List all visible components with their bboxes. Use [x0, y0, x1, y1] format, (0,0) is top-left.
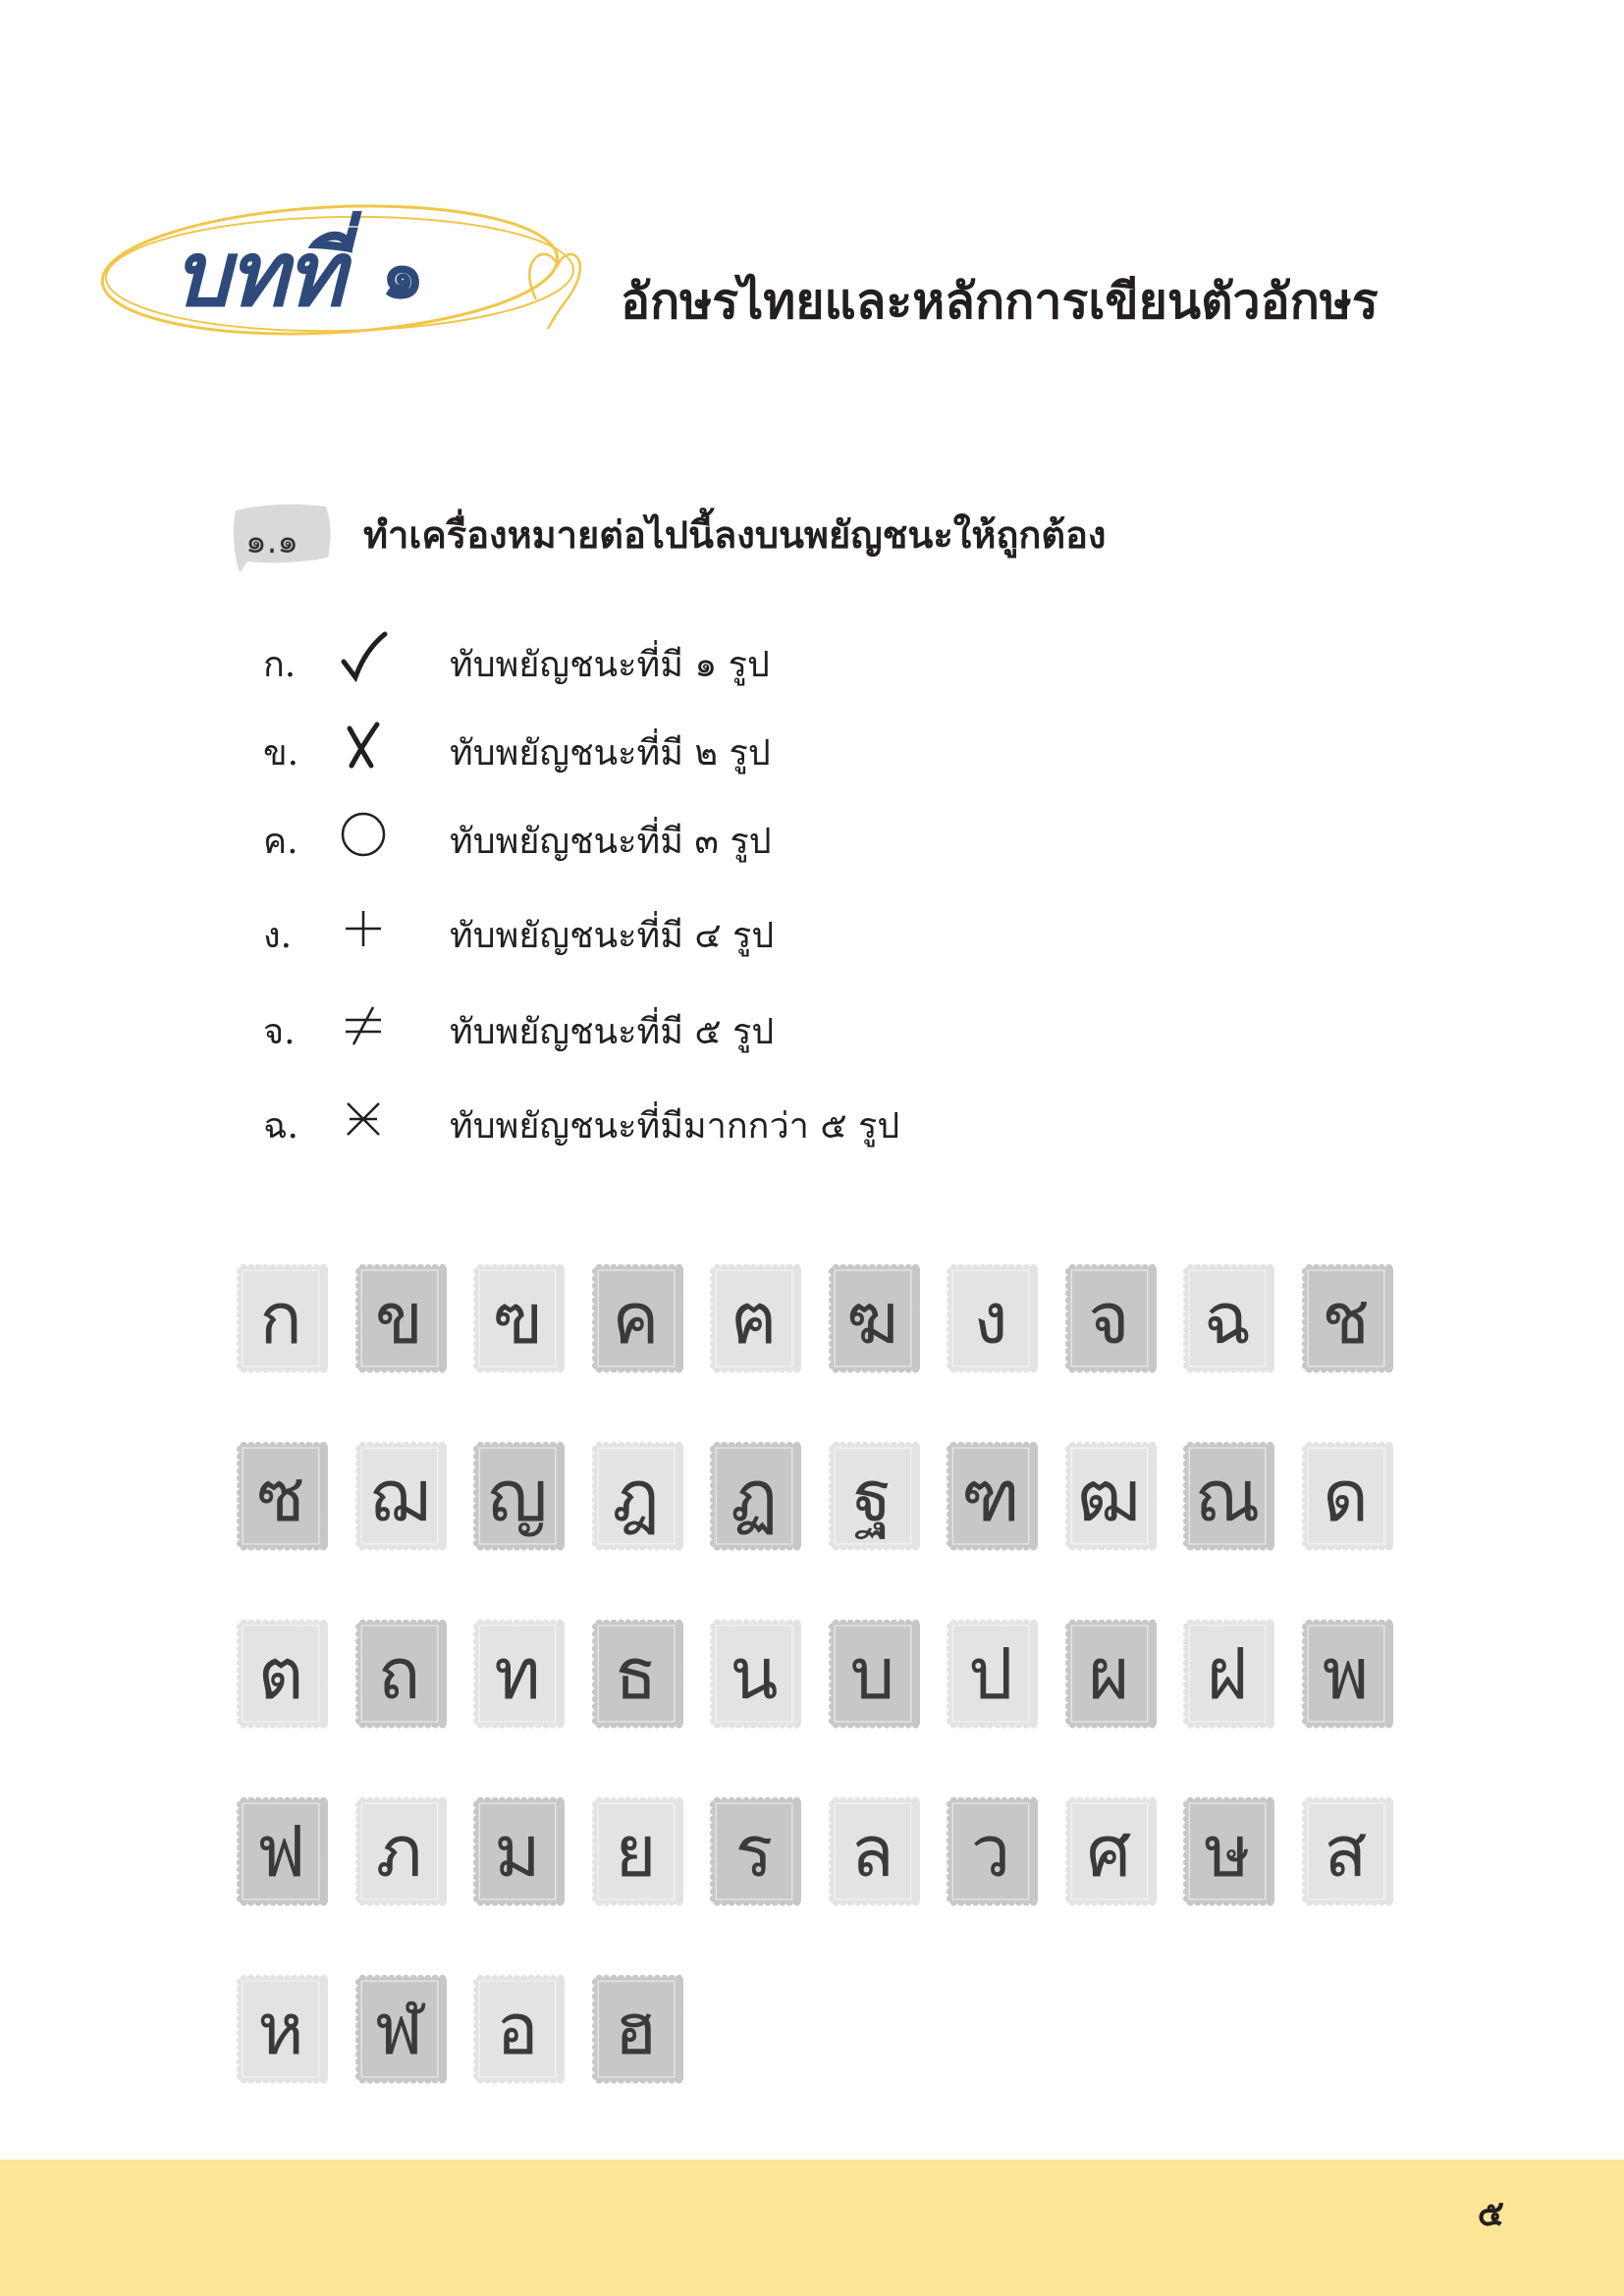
- consonant-stamp: [470, 1616, 565, 1732]
- consonant-stamp: [352, 1260, 447, 1376]
- consonant-letter: ฉ: [1203, 1277, 1252, 1360]
- consonant-stamp: [1299, 1260, 1393, 1376]
- consonant-stamp: [352, 1971, 447, 2087]
- consonant-letter: ศ: [1086, 1810, 1132, 1893]
- consonant-stamp: [234, 1438, 328, 1554]
- consonant-stamp: [1299, 1616, 1393, 1732]
- consonant-stamp: [707, 1438, 801, 1554]
- consonant-letter: ง: [973, 1277, 1008, 1360]
- not-equal-icon: [334, 995, 393, 1054]
- consonant-letter: ด: [1323, 1455, 1369, 1537]
- consonant-letter: น: [730, 1632, 779, 1715]
- plus-icon: [334, 899, 393, 958]
- consonant-stamp: [707, 1793, 801, 1909]
- consonant-stamp: [944, 1438, 1038, 1554]
- consonant-stamp: [1180, 1260, 1274, 1376]
- consonant-stamp: [589, 1438, 683, 1554]
- consonant-stamp: [944, 1616, 1038, 1732]
- instruction-text: ทับพยัญชนะที่มี ๕ รูป: [450, 1012, 775, 1052]
- consonant-letter: ห: [257, 1988, 304, 2070]
- consonant-letter: ฒ: [1076, 1455, 1142, 1537]
- consonant-stamp: [1299, 1793, 1393, 1909]
- consonant-letter: ฅ: [730, 1277, 779, 1360]
- consonant-letter: ช: [1322, 1277, 1370, 1360]
- instruction-text: ทับพยัญชนะที่มี ๓ รูป: [450, 822, 772, 862]
- consonant-stamp: [1299, 1438, 1393, 1554]
- consonant-letter: ฮ: [614, 1988, 658, 2070]
- consonant-letter: ฌ: [368, 1455, 430, 1537]
- consonant-letter: ม: [494, 1810, 541, 1893]
- consonant-stamp: [826, 1438, 920, 1554]
- consonant-letter: ฝ: [1206, 1632, 1249, 1715]
- consonant-stamp: [1062, 1616, 1157, 1732]
- consonant-stamp: [1062, 1438, 1157, 1554]
- consonant-letter: ป: [968, 1632, 1013, 1715]
- instruction-label: จ.: [263, 1012, 296, 1052]
- consonant-stamp: [707, 1616, 801, 1732]
- cross-icon: [334, 717, 393, 775]
- consonant-stamp: [1180, 1616, 1274, 1732]
- instruction-row: [263, 805, 1147, 864]
- consonant-letter: ร: [734, 1810, 774, 1893]
- chapter-number: ๑: [381, 234, 425, 314]
- consonant-stamp: [352, 1616, 447, 1732]
- consonant-letter: ล: [850, 1810, 894, 1893]
- consonant-letter: ญ: [487, 1455, 548, 1537]
- instruction-row: [263, 995, 1147, 1054]
- footer-band: [0, 2160, 1624, 2296]
- consonant-letter: ถ: [377, 1632, 421, 1715]
- consonant-letter: ผ: [1088, 1632, 1130, 1715]
- consonant-letter: ฐ: [852, 1455, 893, 1537]
- instruction-label: ข.: [263, 733, 299, 774]
- consonant-letter: ว: [970, 1810, 1011, 1893]
- check-icon: [334, 628, 393, 687]
- section-title: ทำเครื่องหมายต่อไปนี้ลงบนพยัญชนะให้ถูกต้อง: [363, 513, 1107, 557]
- consonant-stamp: [470, 1971, 565, 2087]
- consonant-stamp: [234, 1260, 328, 1376]
- instruction-text: ทับพยัญชนะที่มี ๒ รูป: [450, 733, 771, 774]
- consonant-letter: ท: [494, 1632, 541, 1715]
- consonant-stamp: [352, 1438, 447, 1554]
- consonant-letter: ณ: [1194, 1455, 1261, 1537]
- instruction-text: ทับพยัญชนะที่มี ๑ รูป: [450, 645, 770, 685]
- consonant-stamp: [470, 1260, 565, 1376]
- consonant-stamp: [589, 1793, 683, 1909]
- consonant-letter: ษ: [1204, 1810, 1251, 1893]
- consonant-letter: ข: [374, 1277, 424, 1360]
- page-number: ๕: [1477, 2194, 1504, 2234]
- consonant-letter: ภ: [375, 1810, 423, 1893]
- instruction-label: ฉ.: [263, 1106, 298, 1147]
- consonant-stamp: [1180, 1438, 1274, 1554]
- consonant-letter: ฟ: [255, 1810, 306, 1893]
- consonant-letter: พ: [1322, 1632, 1370, 1715]
- consonant-stamp: [1180, 1793, 1274, 1909]
- consonant-stamp: [234, 1971, 328, 2087]
- consonant-stamp: [1062, 1793, 1157, 1909]
- instruction-row: [263, 628, 1147, 687]
- instruction-label: ง.: [263, 916, 293, 956]
- instruction-row: [263, 899, 1147, 958]
- chapter-word: บทที่: [173, 222, 344, 327]
- consonant-letter: ฃ: [492, 1277, 543, 1360]
- consonant-stamp: [470, 1793, 565, 1909]
- consonant-letter: ก: [259, 1277, 302, 1360]
- consonant-stamp: [589, 1260, 683, 1376]
- consonant-letter: ส: [1324, 1810, 1368, 1893]
- consonant-letter: ฬ: [374, 1988, 424, 2070]
- instruction-text: ทับพยัญชนะที่มี ๔ รูป: [450, 916, 775, 956]
- consonant-letter: อ: [496, 1988, 539, 2070]
- section-badge: [228, 501, 336, 571]
- circle-icon: [334, 805, 393, 864]
- instruction-row: [263, 1090, 1147, 1148]
- section-number: ๑.๑: [245, 522, 298, 561]
- chapter-title: อักษรไทยและหลักการเขียนตัวอักษร: [621, 273, 1379, 330]
- consonant-letter: ต: [257, 1632, 304, 1715]
- consonant-stamp: [944, 1260, 1038, 1376]
- consonant-letter: ฆ: [845, 1277, 899, 1360]
- instruction-text: ทับพยัญชนะที่มีมากกว่า ๕ รูป: [450, 1106, 900, 1147]
- asterisk-x-icon: [334, 1090, 393, 1148]
- consonant-letter: ซ: [256, 1455, 305, 1537]
- consonant-stamp: [352, 1793, 447, 1909]
- consonant-letter: ฎ: [612, 1455, 660, 1537]
- instruction-row: [263, 717, 1147, 775]
- consonant-stamp: [234, 1616, 328, 1732]
- consonant-stamp: [470, 1438, 565, 1554]
- consonant-stamp: [826, 1260, 920, 1376]
- consonant-letter: ค: [612, 1277, 660, 1360]
- consonant-letter: บ: [849, 1632, 895, 1715]
- consonant-stamp: [589, 1616, 683, 1732]
- consonant-stamp: [944, 1793, 1038, 1909]
- consonant-stamp: [589, 1971, 683, 2087]
- consonant-stamp: [707, 1260, 801, 1376]
- consonant-letter: ฑ: [961, 1455, 1020, 1537]
- chapter-badge: [94, 172, 605, 368]
- instruction-label: ก.: [263, 645, 297, 685]
- consonant-letter: จ: [1088, 1277, 1130, 1360]
- instruction-label: ค.: [263, 822, 298, 862]
- consonant-stamp: [234, 1793, 328, 1909]
- consonant-letter: ย: [615, 1810, 657, 1893]
- consonant-letter: ธ: [614, 1632, 658, 1715]
- consonant-stamp: [1062, 1260, 1157, 1376]
- chapter-ellipse-decoration: [94, 172, 605, 368]
- consonant-letter: ฏ: [730, 1455, 779, 1537]
- consonant-stamp: [826, 1793, 920, 1909]
- consonant-stamp: [826, 1616, 920, 1732]
